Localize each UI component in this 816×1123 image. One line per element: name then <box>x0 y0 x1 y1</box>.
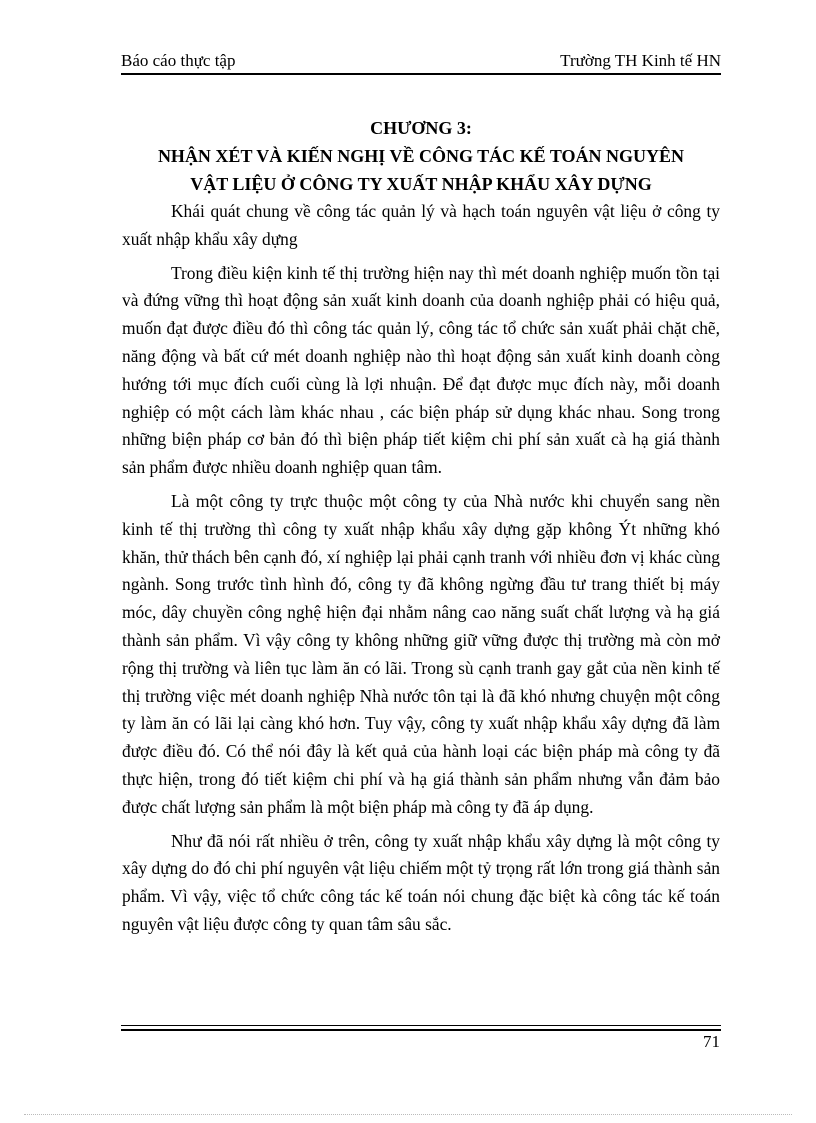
page-number: 71 <box>703 1032 720 1051</box>
footer-rule-thick <box>121 1029 721 1031</box>
chapter-title-line-1: NHẬN XÉT VÀ KIẾN NGHỊ VỀ CÔNG TÁC KẾ TOÁN NGUYÊN <box>157 146 685 166</box>
header-right-text: Trường TH Kinh tế HN <box>560 51 721 70</box>
page-edge-divider <box>24 1114 792 1115</box>
paragraph-3: Là một công ty trực thuộc một công ty của Nhà nước khi chuyển sang nền kinh tế thị trường thì công ty xuất nhập khẩu xây dựng gặp không Ýt những khó khăn, thử thách bên cạnh đó, xí nghiệp lại phải cạnh tranh với nhiều đơn vị khác cùng ngành. Song trước tình hình đó, công ty đã không ngừng đầu tư trang thiết bị máy móc, dây chuyền công nghệ hiện đại nhằm nâng cao năng suất chất lượng và hạ giá thành sản phẩm. Vì vậy công ty không những giữ vững được thị trường mà còn mở rộng thị trường và liên tục làm ăn có lãi. Trong sù cạnh tranh gay gắt của nền kinh tế thị trường việc mét doanh nghiệp Nhà nước tôn tại là đã khó nhưng chuyện một công ty làm ăn có lãi lại càng khó hơn. Tuy vậy, công ty xuất nhập khẩu xây dựng đã làm được điều đó. Có thể nói đây là kết quả của hành loại các biện pháp mà công ty đã thực hiện, trong đó tiết kiệm chi phí và hạ giá thành sản phẩm nhưng vẫn đảm bảo được chất lượng sản phẩm là một biện pháp mà công ty đã áp dụng. <box>122 490 720 817</box>
page-content <box>122 114 720 939</box>
header-rule <box>121 73 721 75</box>
chapter-title-line-2: VẬT LIỆU Ở CÔNG TY XUẤT NHẬP KHẨU XÂY DỰNG <box>190 174 652 194</box>
paragraph-4: Như đã nói rất nhiều ở trên, công ty xuất nhập khẩu xây dựng là một công ty xây dựng do đó chi phí nguyên vật liệu chiếm một tỷ trọng rất lớn trong giá thành sản phẩm. Vì vậy, việc tổ chức công tác kế toán nói chung đặc biệt kà công tác kế toán nguyên vật liệu được công ty quan tâm sâu sắc. <box>122 830 720 934</box>
page-header <box>121 50 721 74</box>
paragraph-2: Trong điều kiện kinh tế thị trường hiện nay thì mét doanh nghiệp muốn tồn tại và đứng vững thì hoạt động sản xuất kinh doanh của doanh nghiệp phải có hiệu quả, muốn đạt được điều đó thì công tác quản lý, công tác tổ chức sản xuất phải chặt chẽ, năng động và bất cứ mét doanh nghiệp nào thì hoạt động sản xuất kinh doanh còng hướng tới mục đích cuối cùng là lợi nhuận. Để đạt được mục đích này, mỗi doanh nghiệp có một cách làm khác nhau , các biện pháp sử dụng khác nhau. Song trong những biện pháp cơ bản đó thì biện pháp tiết kiệm chi phí sản xuất cà hạ giá thành sản phẩm được nhiều doanh nghiệp quan tâm. <box>122 262 720 478</box>
paragraph-intro: Khái quát chung về công tác quản lý và hạch toán nguyên vật liệu ở công ty xuất nhập khẩu xây dựng <box>122 201 720 249</box>
footer-rule-thin <box>121 1025 721 1026</box>
header-left-text: Báo cáo thực tập <box>121 51 236 70</box>
chapter-label: CHƯƠNG 3: <box>370 118 472 138</box>
